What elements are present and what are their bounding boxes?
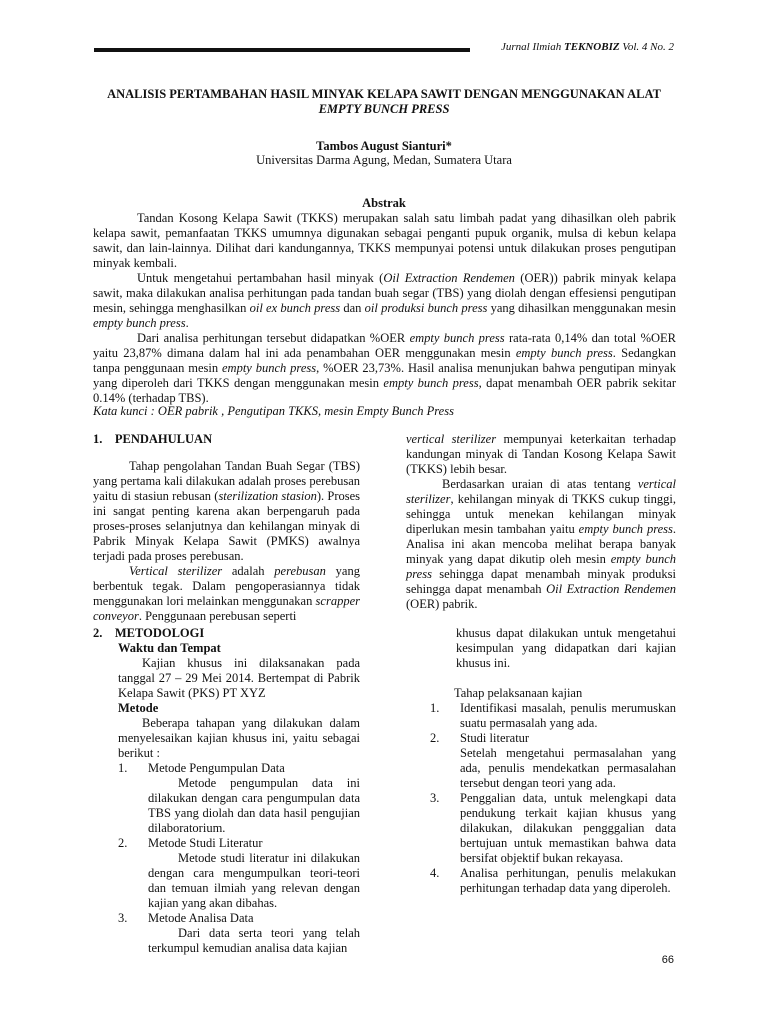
- title-line-2: EMPTY BUNCH PRESS: [318, 102, 450, 116]
- abstract-paragraph-1: Tandan Kosong Kelapa Sawit (TKKS) merupakan salah satu limbah padat yang dihasilkan oleh pabrik kelapa sawit, pemanfaatan TKKS umumnya digunakan sebagai penganti pupuk organik, mulsa di kebun kelapa sawit, dan lain-lainnya. Dilihat dari kandungannya, TKKS mempunyai potensi untuk dilakukan proses pengutipan minyak kembali.: [93, 211, 676, 270]
- section1-paragraph-4: Berdasarkan uraian di atas tentang vertical sterilizer, kehilangan minyak di TKKS cukup tinggi, sehingga untuk menekan kehilangan minyak diperlukan mesin tambahan yaitu empty bunch press. Analisa ini akan mencoba melihat berapa banyak minyak yang dapat dikutip oleh mesin empty bunch press sehingga dapat menambah minyak produksi sehingga dapat menambah Oil Extraction Rendemen (OER) pabrik.: [406, 477, 677, 611]
- list-item: 2. Metode Studi Literatur Metode studi literatur ini dilakukan dengan cara mengumpulkan teori-teori dan temuan ilmiah yang relevan dengan kajian yang akan dibahas.: [118, 836, 360, 910]
- section1-right-column: [406, 432, 676, 612]
- list-item: 1. Identifikasi masalah, penulis merumuskan suatu permasalah yang ada.: [430, 701, 676, 730]
- author-name: Tambos August Sianturi*: [316, 139, 452, 153]
- list-item: 4. Analisa perhitungan, penulis melakukan perhitungan terhadap data yang diperoleh.: [430, 866, 676, 895]
- section2-metode-text: Beberapa tahapan yang dilakukan dalam menyelesaikan kajian khusus ini, yaitu sebagai berikut :: [118, 716, 360, 760]
- section2-right-continuation: khusus dapat dilakukan untuk mengetahui kesimpulan yang didapatkan dari kajian khusus ini.: [456, 626, 676, 670]
- journal-name: TEKNOBIZ: [563, 41, 620, 53]
- section2-sub-waktu: Waktu dan Tempat: [118, 641, 221, 655]
- section1-paragraph-2: Vertical sterilizer adalah perebusan yang berbentuk tegak. Dalam pengoperasiannya tidak menggunakan lori melainkan menggunakan scrapper conveyor. Penggunaan perebusan seperti: [93, 564, 360, 623]
- journal-prefix: Jurnal Ilmiah: [501, 41, 564, 53]
- list-item: 3. Penggalian data, untuk melengkapi data pendukung terkait kajian khusus yang dilakukan, dilakukan pengggalian data bertujuan untuk memastikan bahwa data bersifat objektif bukan rekayasa.: [430, 791, 676, 865]
- stages-list: [406, 701, 676, 896]
- methods-list: [93, 761, 360, 956]
- journal-header: [501, 41, 674, 53]
- section1-paragraph-3: vertical sterilizer mempunyai keterkaitan terhadap kandungan minyak di Tandan Kosong Kelapa Sawit (TKKS) lebih besar.: [406, 432, 676, 476]
- section1-heading: 1. PENDAHULUAN: [93, 432, 213, 446]
- journal-volume: Vol. 4 No. 2: [619, 41, 674, 53]
- author-affiliation: Universitas Darma Agung, Medan, Sumatera Utara: [256, 153, 512, 167]
- section2-waktu-text: Kajian khusus ini dilaksanakan pada tanggal 27 – 29 Mei 2014. Bertempat di Pabrik Kelapa Sawit (PKS) PT XYZ: [118, 656, 360, 700]
- section2-left-column: [93, 626, 360, 956]
- list-item: 3. Metode Analisa Data Dari data serta teori yang telah terkumpul kemudian analisa data kajian: [118, 911, 360, 955]
- section2-heading: 2. METODOLOGI: [93, 626, 205, 640]
- header-rule: [94, 48, 470, 52]
- section2-sub-metode: Metode: [118, 701, 159, 715]
- page-number: 66: [661, 954, 674, 966]
- abstract-body: [93, 211, 676, 406]
- abstract-paragraph-2: Untuk mengetahui pertambahan hasil minyak (Oil Extraction Rendemen (OER)) pabrik minyak kelapa sawit, maka dilakukan analisa perhitungan pada tandan buah segar (TBS) yang diolah dengan effesiensi pengutipan mesin, sehingga menghasilkan oil ex bunch press dan oil produksi bunch press yang dihasilkan menggunakan mesin empty bunch press.: [93, 271, 676, 330]
- list-item: 2. Studi literatur Setelah mengetahui permasalahan yang ada, penulis mendekatkan permasalahan tersebut dengan teori yang ada.: [430, 731, 676, 790]
- section1-paragraph-1: Tahap pengolahan Tandan Buah Segar (TBS) yang pertama kali dilakukan adalah proses perebusan yaitu di stasiun rebusan (sterilization stasion). Proses ini sangat penting karena akan berpengaruh pada proses-proses selanjutnya dan kehilangan minyak di Pabrik Minyak Kelapa Sawit (PMKS) awalnya terjadi pada proses perebusan.: [93, 459, 361, 563]
- title-line-1: ANALISIS PERTAMBAHAN HASIL MINYAK KELAPA SAWIT DENGAN MENGGUNAKAN ALAT: [107, 87, 661, 101]
- stages-heading: Tahap pelaksanaan kajian: [454, 686, 583, 700]
- list-item: 1. Metode Pengumpulan Data Metode pengumpulan data ini dilakukan dengan cara pengumpulan data TBS yang diolah dan data hasil pengujian dilaboratorium.: [118, 761, 360, 835]
- abstract-paragraph-3: Dari analisa perhitungan tersebut didapatkan %OER empty bunch press rata-rata 0,14% dan total %OER yaitu 23,87% dimana dalam hal ini ada penambahan OER menggunakan mesin empty bunch press. Sedangkan tanpa penggunaan mesin empty bunch press, %OER 23,73%. Hasil analisa menunjukan bahwa pengutipan minyak yang diperoleh dari TKKS dengan menggunakan mesin empty bunch press, dapat menambah OER pabrik sekitar 0.14% (terhadap TBS).: [93, 331, 676, 405]
- keywords: Kata kunci : OER pabrik , Pengutipan TKKS, mesin Empty Bunch Press: [93, 404, 454, 418]
- section2-right-column: [406, 626, 676, 896]
- abstract-heading: Abstrak: [362, 196, 406, 210]
- section1-left-column: [93, 432, 360, 624]
- paper-title: [80, 87, 688, 117]
